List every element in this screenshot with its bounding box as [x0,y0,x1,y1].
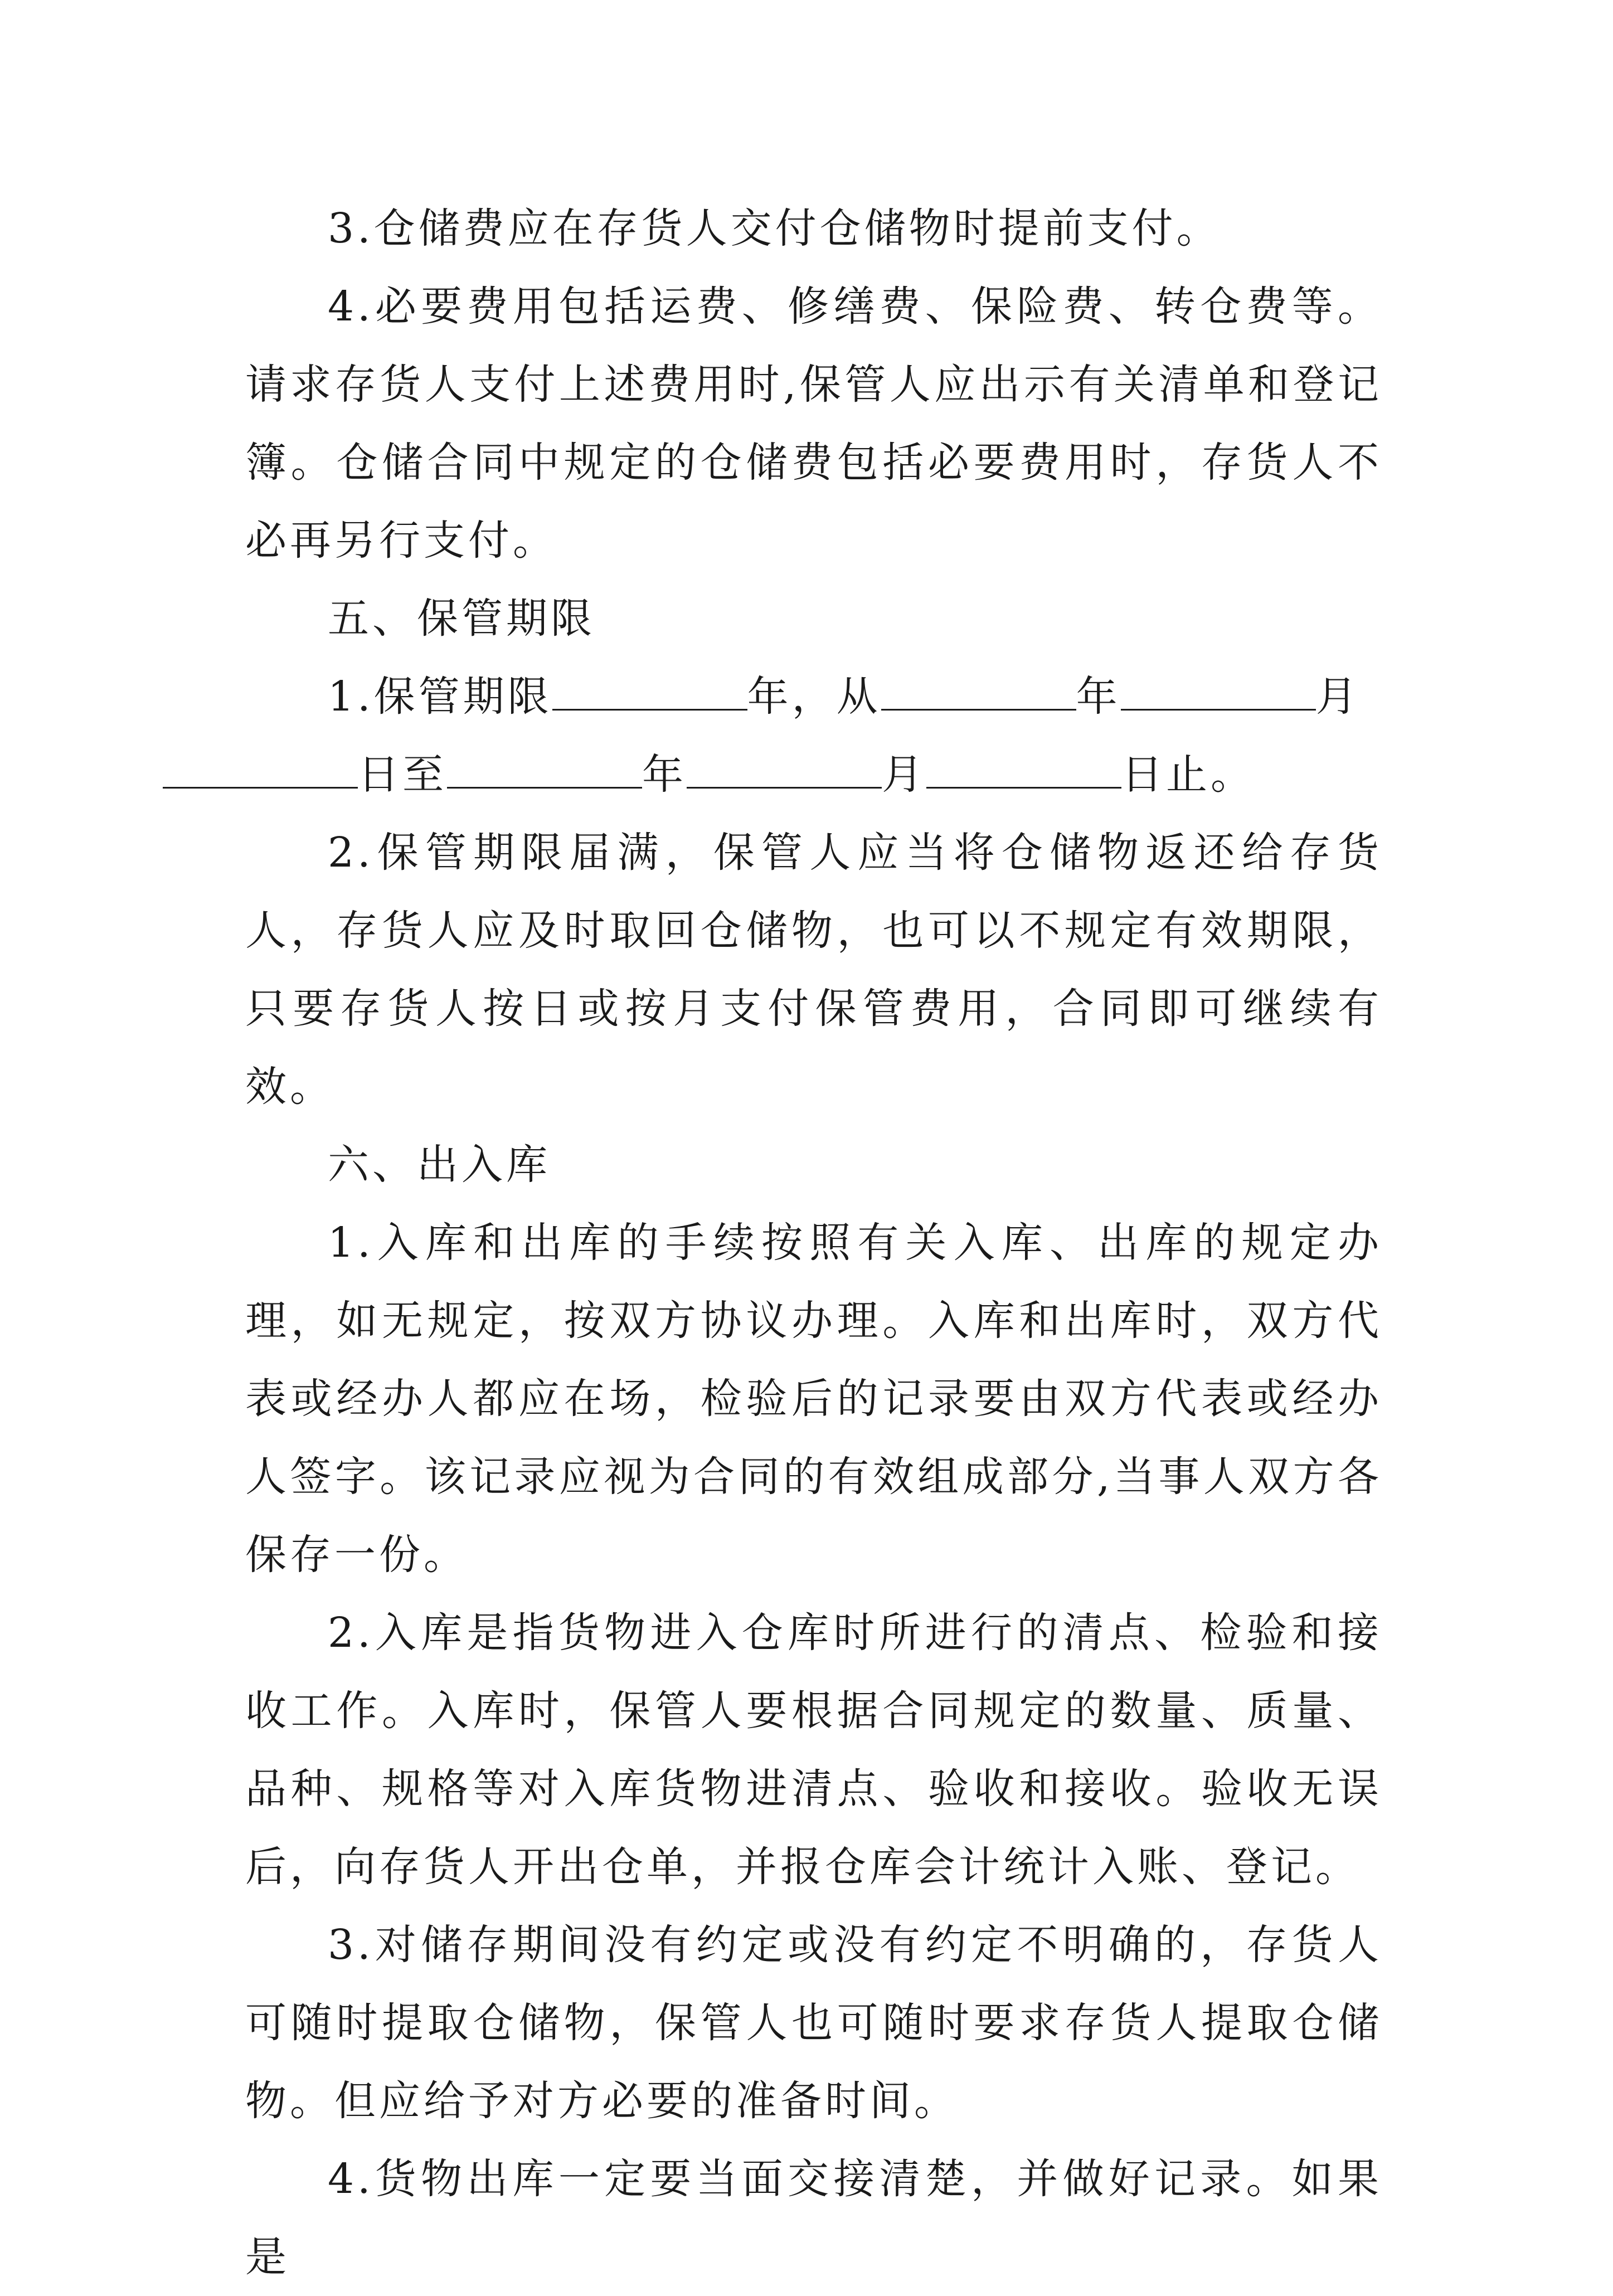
text-day-to: 日至 [358,751,447,799]
paragraph-storage-fee-timing: 3.仓储费应在存货人交付仓储物时提前支付。 [328,205,1221,252]
text-end-year: 年 [642,751,687,799]
text-end-day: 日止。 [1121,751,1255,799]
paragraph-necessary-expenses: 4.必要费用包括运费、修缮费、保险费、转仓费等。请求存货人支付上述费用时,保管人应出示有关清单和登记簿。仓储合同中规定的仓储费包括必要费用时，存货人不必再另行支付。 [245,283,1382,565]
blank-start-year [881,670,1076,711]
blank-start-month [1121,670,1316,711]
paragraph-storage-period-dates [245,658,1382,814]
text-end-month: 月 [882,751,926,799]
paragraph-period-expiry: 2.保管期限届满，保管人应当将仓储物返还给存货人，存货人应及时取回仓储物，也可以不规定有效期限，只要存货人按日或按月支付保管费用，合同即可继续有效。 [245,829,1382,1111]
text-month: 月 [1315,673,1361,721]
blank-period-years [552,670,747,711]
blank-end-month [687,748,882,789]
text-year-from: 年，从 [747,673,881,721]
paragraph-outbound-handover: 4.货物出库一定要当面交接清楚，并做好记录。如果是 [245,2155,1382,2281]
paragraph-no-agreed-period: 3.对储存期间没有约定或没有约定不明确的，存货人可随时提取仓储物，保管人也可随时要求存货人提取仓储物。但应给予对方必要的准备时间。 [245,1921,1382,2125]
paragraph-inbound-outbound-procedures: 1.入库和出库的手续按照有关入库、出库的规定办理，如无规定，按双方协议办理。入库和出库时，双方代表或经办人都应在场，检验后的记录要由双方代表或经办人签字。该记录应视为合同的有效组成部分,当事人双方各保存一份。 [245,1219,1382,1579]
blank-end-day [926,748,1121,789]
blank-start-day [163,748,358,789]
document-page [245,189,1382,2296]
paragraph-inbound-definition: 2.入库是指货物进入仓库时所进行的清点、检验和接收工作。入库时，保管人要根据合同规定的数量、质量、品种、规格等对入库货物进清点、验收和接收。验收无误后，向存货人开出仓单，并报仓库会计统计入账、登记。 [245,1609,1382,1891]
storage-period-label: 1.保管期限 [328,673,552,721]
section-heading-storage-period: 五、保管期限 [328,595,595,643]
blank-end-year [447,748,642,789]
section-heading-warehousing: 六、出入库 [328,1141,551,1189]
text-year: 年 [1076,673,1121,721]
